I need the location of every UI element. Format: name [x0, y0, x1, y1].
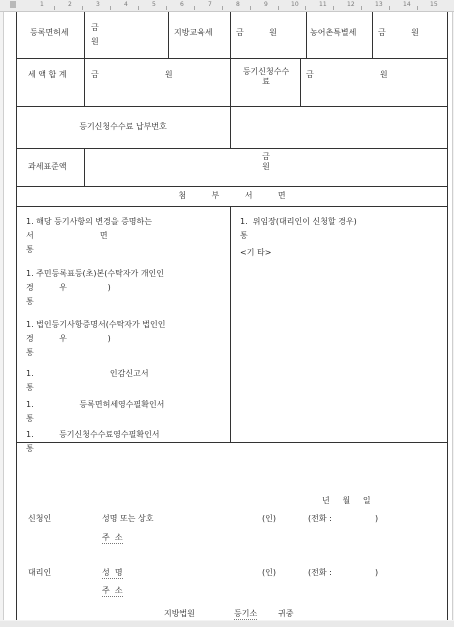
- page-gap: [0, 621, 454, 627]
- row-divider: [16, 58, 448, 59]
- table-border-right: [447, 12, 448, 620]
- applicant-name-label: 성명 또는 상호: [102, 514, 154, 523]
- rural-special-tax-label: 농어촌특별세: [310, 28, 357, 37]
- ruler-tick: [278, 6, 279, 10]
- column-divider: [230, 58, 231, 148]
- tax-base-value[interactable]: 금 원: [262, 152, 270, 171]
- column-divider: [84, 12, 85, 58]
- attachments-title: 첨 부 서 면: [178, 191, 286, 200]
- ruler-tick: [82, 6, 83, 10]
- rural-special-tax-value[interactable]: 금 원: [378, 28, 419, 37]
- ruler-tick: [361, 6, 362, 10]
- ruler-number: 10: [291, 1, 299, 8]
- ruler-number: 6: [180, 1, 184, 8]
- registration-license-tax-label: 등록면허세: [30, 28, 69, 37]
- column-divider: [372, 12, 373, 58]
- ruler-tick: [166, 6, 167, 10]
- applicant-phone[interactable]: (전화 : ): [308, 514, 379, 523]
- ruler-tick: [194, 6, 195, 10]
- attachment-item: 1. 등기신청수수료영수필확인서 통: [26, 430, 160, 453]
- ruler-number: 13: [375, 1, 383, 8]
- attachment-item: 1. 등록면허세영수필확인서 통: [26, 400, 165, 423]
- ruler-number: 3: [96, 1, 100, 8]
- registration-license-tax-value[interactable]: 금 원: [91, 23, 99, 46]
- attachment-item: 1. 법인등기사항증명서(수탁자가 법인인 경 우 ) 통: [26, 320, 166, 357]
- applicant-label: 신청인: [28, 514, 52, 523]
- ruler-number: 15: [430, 1, 438, 8]
- ruler-tick: [333, 6, 334, 10]
- column-divider: [306, 12, 307, 58]
- column-divider: [300, 58, 301, 106]
- ruler-number: 8: [236, 1, 240, 8]
- attachment-item: 1. 인감신고서 통: [26, 369, 149, 392]
- local-education-tax-value[interactable]: 금 원: [236, 28, 277, 37]
- ruler-tick: [250, 6, 251, 10]
- applicant-seal: (인): [262, 514, 276, 523]
- row-divider: [16, 186, 448, 187]
- registration-form: [16, 12, 448, 620]
- agent-name-label: 성 명: [102, 568, 123, 577]
- agent-address-label: 주 소: [102, 586, 123, 595]
- attachment-item: 1. 위임장(대리인이 신청할 경우) 통: [240, 217, 357, 240]
- ruler-number: 14: [403, 1, 411, 8]
- district-court: 지방법원: [164, 609, 195, 618]
- ruler-number: 5: [152, 1, 156, 8]
- agent-seal: (인): [262, 568, 276, 577]
- ruler-number: 1: [40, 1, 44, 8]
- indent-marker[interactable]: [10, 1, 16, 8]
- ruler-tick: [305, 6, 306, 10]
- column-divider: [84, 58, 85, 106]
- application-date[interactable]: 년 월 일: [322, 496, 371, 505]
- tax-total-label: 세 액 합 계: [28, 70, 67, 79]
- document-page: [3, 12, 453, 620]
- registration-fee-value[interactable]: 금 원: [306, 70, 388, 79]
- ruler-number: 12: [347, 1, 355, 8]
- tax-base-label: 과세표준액: [28, 162, 67, 171]
- attachment-item: 1. 주민등록표등(초)본(수탁자가 개인인 경 우 ) 통: [26, 269, 165, 306]
- addressee: 귀중: [278, 609, 294, 618]
- table-border-left: [16, 12, 17, 620]
- applicant-address-label: 주 소: [102, 533, 123, 542]
- column-divider: [230, 12, 231, 58]
- registration-fee-label: 등기신청수수 료: [242, 67, 290, 86]
- column-divider: [230, 206, 231, 442]
- ruler-tick: [389, 6, 390, 10]
- row-divider: [16, 148, 448, 149]
- agent-phone[interactable]: (전화 : ): [308, 568, 379, 577]
- registry-office: 등기소: [234, 609, 258, 618]
- ruler: [0, 0, 454, 12]
- ruler-number: 11: [319, 1, 327, 8]
- column-divider: [168, 12, 169, 58]
- ruler-tick: [417, 6, 418, 10]
- row-divider: [16, 106, 448, 107]
- tax-total-value[interactable]: 금 원: [91, 70, 173, 79]
- ruler-tick: [54, 6, 55, 10]
- ruler-tick: [222, 6, 223, 10]
- ruler-tick: [110, 6, 111, 10]
- ruler-number: 9: [264, 1, 268, 8]
- ruler-number: 4: [124, 1, 128, 8]
- ruler-number: 2: [68, 1, 72, 8]
- local-education-tax-label: 지방교육세: [174, 28, 213, 37]
- ruler-number: 7: [208, 1, 212, 8]
- row-divider: [16, 206, 448, 207]
- payment-number-label: 등기신청수수료 납부번호: [79, 122, 167, 131]
- attachment-item: 1. 해당 등기사항의 변경을 증명하는 서 면 통: [26, 217, 152, 254]
- ruler-tick: [138, 6, 139, 10]
- other-attachments-label: <기 타>: [240, 248, 272, 257]
- agent-label: 대리인: [28, 568, 52, 577]
